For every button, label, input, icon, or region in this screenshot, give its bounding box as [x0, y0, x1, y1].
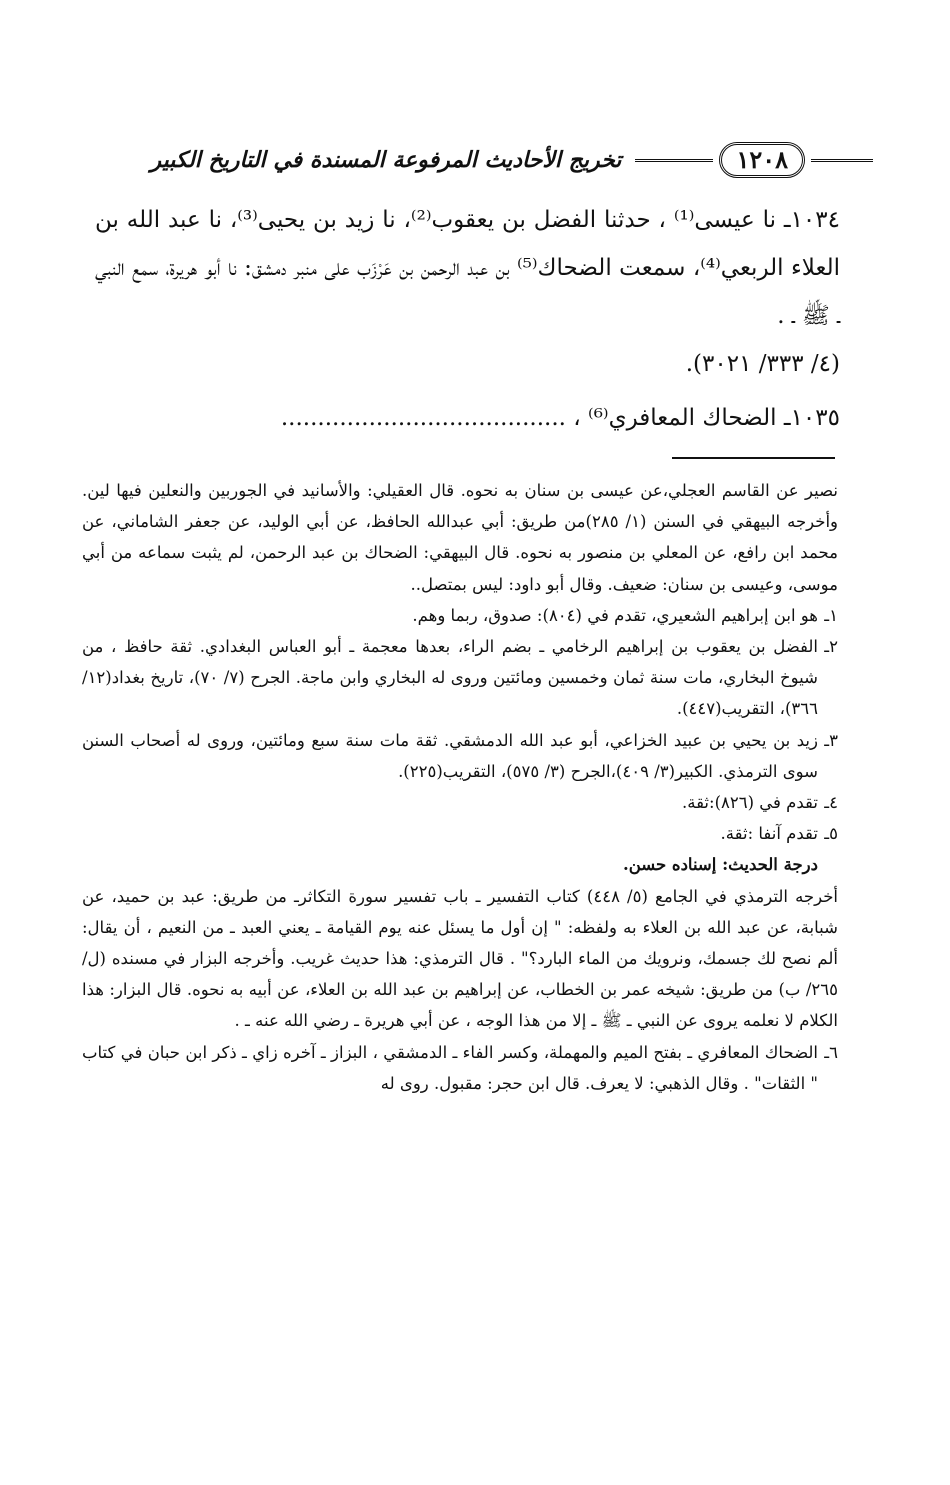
hadith-1035-text: ١٠٣٥ـ الضحاك المعافري⁽⁶⁾ ، — [573, 405, 840, 431]
hadith-grade: درجة الحديث: إسناده حسن. — [622, 855, 818, 875]
hadith-1035-ellipsis: ....................................... — [280, 405, 566, 431]
page-number: ١٢٠٨ — [719, 142, 805, 178]
footnote-6 — [82, 1037, 838, 1099]
footnote-text: زيد بن يحيي بن عبيد الخزاعي، أبو عبد الله الدمشقي. ثقة مات سنة سبع ومائتين، وروى له أصحاب السنن سوى الترمذي. الكبير(٣/ ٤٠٩)،الجرح (٣/ ٥٧٥)، التقريب(٢٢٥). — [82, 730, 818, 781]
footnote-3 — [82, 725, 838, 787]
takhrij-paragraph: أخرجه الترمذي في الجامع (٥/ ٤٤٨) كتاب التفسير ـ باب تفسير سورة التكاثرـ من طريق: عبد بن حميد، عن شبابة، عن عبد الله بن العلاء به ولفظه: " إن أول ما يسئل عنه يوم القيامة ـ يعني العبد ـ من النعيم ، أن يقال: ألم نصح لك جسمك، ونرويك من الماء البارد؟" . قال الترمذي: هذا حديث غريب. وأخرجه البزار في مسنده (ل/ ٢٦٥/ ب) من طريق: شيخه عمر بن الخطاب، عن إبراهيم بن عبد الله بن العلاء، عن أبيه به نحوه. قال البزار: هذا الكلام لا نعلمه يروى عن النبي ـ ﷺ ـ إلا من هذا الوجه ، عن أبي هريرة ـ رضي الله عنه ـ . — [82, 886, 838, 1031]
footnote-text: تقدم في (٨٢٦):ثقة. — [681, 793, 818, 813]
footnote-continuation: نصير عن القاسم العجلي،عن عيسى بن سنان به نحوه. قال العقيلي: والأسانيد في الجوربين والنعلين فيها لين. وأخرجه البيهقي في السنن (١/ ٢٨٥)من طريق: أبي عبدالله الحافظ، عن أبي الوليد، عن جعفر الشاماني، عن محمد ابن رافع، عن المعلي بن منصور به نحوه. قال البيهقي: الضحاك بن عبد الرحمن، لم يثبت سماعه من أبي موسى، وعيسى بن سنان: ضعيف. وقال أبو داود: ليس بمتصل.. — [82, 481, 838, 594]
hadith-1034-reference: (٤/ ٣٣٣/ ٣٠٢١). — [685, 351, 840, 377]
footnote-number: ٢ـ — [824, 637, 838, 657]
footnotes — [82, 475, 838, 1099]
footnote-4 — [82, 787, 838, 818]
footnote-1 — [82, 600, 838, 631]
header-rule-middle — [635, 159, 713, 162]
footnote-5 — [82, 818, 838, 849]
footnote-2 — [82, 631, 838, 725]
header-rule-right — [811, 159, 873, 162]
footnote-text: الفضل بن يعقوب بن إبراهيم الرخامي ـ بضم الراء، بعدها معجمة ـ أبو العباس البغدادي. ثقة حافظ ، من شيوخ البخاري، مات سنة ثمان وخمسين ومائتين وروى له البخاري وابن ماجة. الجرح (٧/ ٧٠)، تاريخ بغداد(١٢/ ٣٦٦)، التقريب(٤٤٧). — [82, 637, 818, 719]
footnote-number: ٣ـ — [824, 730, 838, 750]
footnote-number: ١ـ — [824, 605, 838, 625]
footnote-number: ٦ـ — [824, 1042, 838, 1062]
footnote-text: الضحاك المعافري ـ بفتح الميم والمهملة، وكسر الفاء ـ الدمشقي ، البزاز ـ آخره زاي ـ ذكر ابن حبان في كتاب " الثقات" . وقال الذهبي: لا يعرف. قال ابن حجر: مقبول. روى له — [82, 1042, 818, 1093]
page-header — [78, 140, 873, 180]
main-text — [95, 196, 840, 442]
hadith-1035 — [95, 394, 840, 442]
hadith-1034: ١٠٣٤ـ نا عيسى⁽¹⁾ ، حدثنا الفضل بن يعقوب⁽²⁾، نا زيد بن يحيى⁽³⁾، نا عبد الله بن العلاء الربعي⁽⁴⁾، سمعت الضحاك⁽⁵⁾ بن عبد الرحمن بن عَرْزَب على منبر دمشق: نا أبو هريرة، سمع النبي ـ ﷺ ـ . — [95, 207, 841, 329]
footnote-separator — [672, 457, 835, 459]
footnote-number: ٥ـ — [824, 824, 838, 844]
footnote-number: ٤ـ — [824, 793, 838, 813]
running-title: تخريج الأحاديث المرفوعة المسندة في التاريخ الكبير — [150, 147, 622, 173]
footnote-text: هو ابن إبراهيم الشعيري، تقدم في (٨٠٤): صدوق، ربما وهم. — [412, 605, 818, 625]
footnote-text: تقدم آنفا :ثقة. — [720, 824, 818, 844]
